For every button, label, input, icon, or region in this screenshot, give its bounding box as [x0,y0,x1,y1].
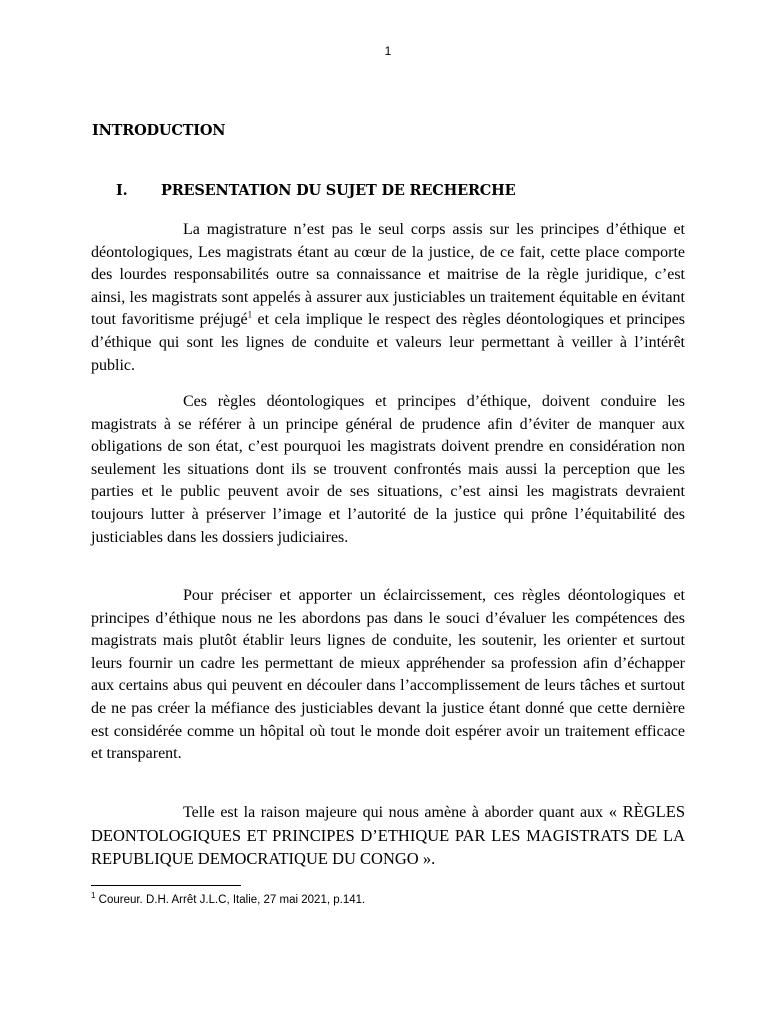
paragraph-1-text-a: La magistrature n’est pas le seul corps assis sur les principes d’éthique et déontologiques, Les magistrats étant au cœur de la justice, de ce fait, cette place comporte des lourdes responsabilités outre sa connaissance et maitrise de la règle juridique, c’est ainsi, les magistrats sont appelés à assurer aux justiciables un traitement équitable en évitant tout favoritisme préjugé [91,221,685,329]
paragraph-3 [91,585,685,766]
thesis-title: « RÈGLES DEONTOLOGIQUES ET PRINCIPES D’ETHIQUE PAR LES MAGISTRATS DE LA REPUBLIQUE DEMOCRATIQUE DU CONGO ». [91,802,686,869]
footnote-separator [91,885,241,886]
footnote [91,891,365,906]
paragraph-1 [91,219,685,377]
footnote-text: Coureur. D.H. Arrêt J.L.C, Italie, 27 mai 2021, p.141. [95,893,366,906]
paragraph-3-text: Pour préciser et apporter un éclaircissement, ces règles déontologiques et principes d’éthique nous ne les abordons pas dans le souci d’évaluer les compétences des magistrats mais plutôt établir leurs lignes de conduite, les soutenir, les orienter et surtout leurs fournir un cadre les permettant de mieux appréhender sa profession afin d’échapper aux certains abus qui peuvent en découler dans l’accomplissement de leurs tâches et surtout de ne pas créer la méfiance des justiciables devant la justice étant donné que cette dernière est considérée comme un hôpital où tout le monde doit espérer avoir un traitement efficace et transparent. [91,587,685,763]
paragraph-4 [91,801,685,872]
section-number: I. [116,182,128,199]
paragraph-2 [91,391,685,549]
page-number: 1 [384,44,392,58]
paragraph-4-intro: Telle est la raison majeure qui nous amène à aborder quant aux [183,804,604,821]
footnote-number: 1 [91,891,96,900]
paragraph-1-text-b: et cela implique le respect des règles déontologiques et principes d’éthique qui sont les lignes de conduite et valeurs leur permettant à veiller à l’intérêt public. [91,311,685,374]
introduction-heading: INTRODUCTION [92,122,226,139]
footnote-reference[interactable]: 1 [247,310,253,321]
section-title: PRESENTATION DU SUJET DE RECHERCHE [161,182,516,199]
paragraph-2-text: Ces règles déontologiques et principes d’éthique, doivent conduire les magistrats à se référer à un principe général de prudence afin d’éviter de manquer aux obligations de son état, c’est pourquoi les magistrats doivent prendre en considération non seulement les situations dont ils se trouvent confrontés mais aussi la perception que les parties et le public peuvent avoir de ses situations, c’est ainsi les magistrats devraient toujours lutter à préserver l’image et l’autorité de la justice qui prône l’équitabilité des justiciables dans les dossiers judiciaires. [91,393,685,546]
